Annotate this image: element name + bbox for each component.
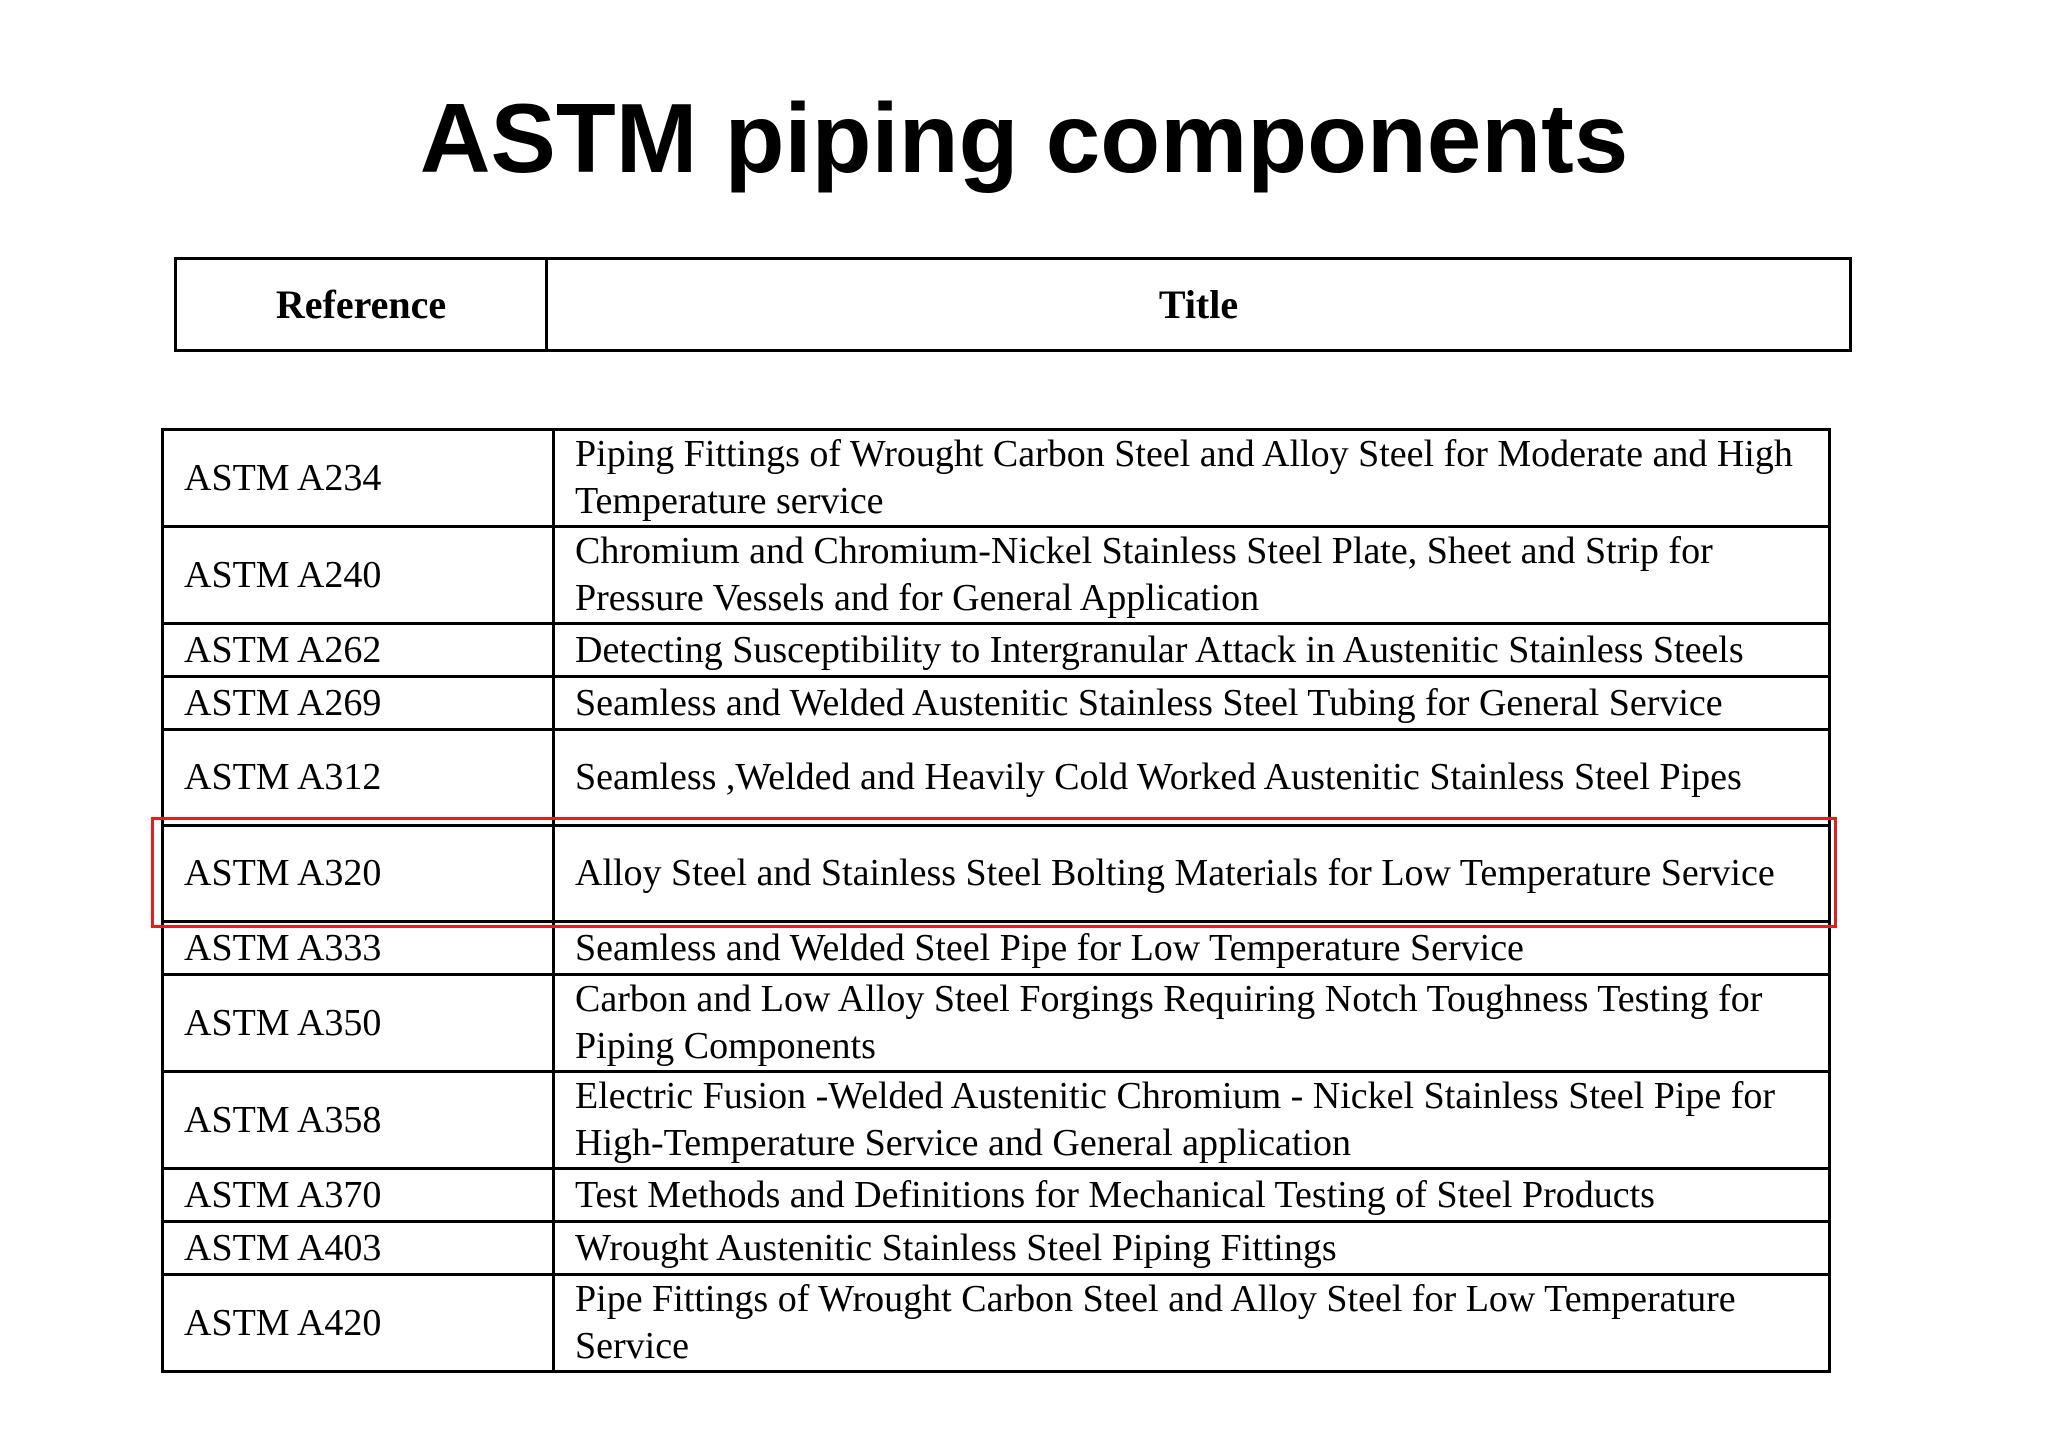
table-row [163,624,1830,677]
title-cell: Alloy Steel and Stainless Steel Bolting Materials for Low Temperature Service [554,826,1830,922]
title-cell: Seamless and Welded Steel Pipe for Low Temperature Service [554,922,1830,975]
header-table [174,257,1852,352]
header-reference: Reference [176,259,547,351]
reference-cell: ASTM A350 [163,975,554,1072]
reference-cell: ASTM A420 [163,1275,554,1372]
header-row [176,259,1851,351]
title-cell: Seamless ,Welded and Heavily Cold Worked Austenitic Stainless Steel Pipes [554,730,1830,826]
table-row-highlighted [163,826,1830,922]
reference-cell: ASTM A370 [163,1169,554,1222]
reference-cell: ASTM A320 [163,826,554,922]
table-row [163,430,1830,527]
title-cell: Chromium and Chromium-Nickel Stainless Steel Plate, Sheet and Strip for Pressure Vessels and for General Application [554,527,1830,624]
reference-cell: ASTM A358 [163,1072,554,1169]
table-row [163,730,1830,826]
table-row [163,1275,1830,1372]
reference-cell: ASTM A312 [163,730,554,826]
reference-cell: ASTM A262 [163,624,554,677]
title-cell: Electric Fusion -Welded Austenitic Chromium - Nickel Stainless Steel Pipe for High-Temperature Service and General application [554,1072,1830,1169]
table-row [163,1072,1830,1169]
table-row [163,1222,1830,1275]
title-cell: Test Methods and Definitions for Mechanical Testing of Steel Products [554,1169,1830,1222]
title-cell: Pipe Fittings of Wrought Carbon Steel and Alloy Steel for Low Temperature Service [554,1275,1830,1372]
title-cell: Detecting Susceptibility to Intergranular Attack in Austenitic Stainless Steels [554,624,1830,677]
title-cell: Wrought Austenitic Stainless Steel Piping Fittings [554,1222,1830,1275]
table-row [163,677,1830,730]
title-cell: Carbon and Low Alloy Steel Forgings Requiring Notch Toughness Testing for Piping Components [554,975,1830,1072]
reference-cell: ASTM A403 [163,1222,554,1275]
reference-cell: ASTM A269 [163,677,554,730]
header-title: Title [547,259,1851,351]
reference-cell: ASTM A234 [163,430,554,527]
page-title: ASTM piping components [419,83,1629,193]
standards-table [161,428,1831,1373]
title-cell: Piping Fittings of Wrought Carbon Steel and Alloy Steel for Moderate and High Temperature service [554,430,1830,527]
reference-cell: ASTM A240 [163,527,554,624]
title-cell: Seamless and Welded Austenitic Stainless Steel Tubing for General Service [554,677,1830,730]
table-row [163,922,1830,975]
table-row [163,1169,1830,1222]
table-row [163,975,1830,1072]
table-row [163,527,1830,624]
reference-cell: ASTM A333 [163,922,554,975]
